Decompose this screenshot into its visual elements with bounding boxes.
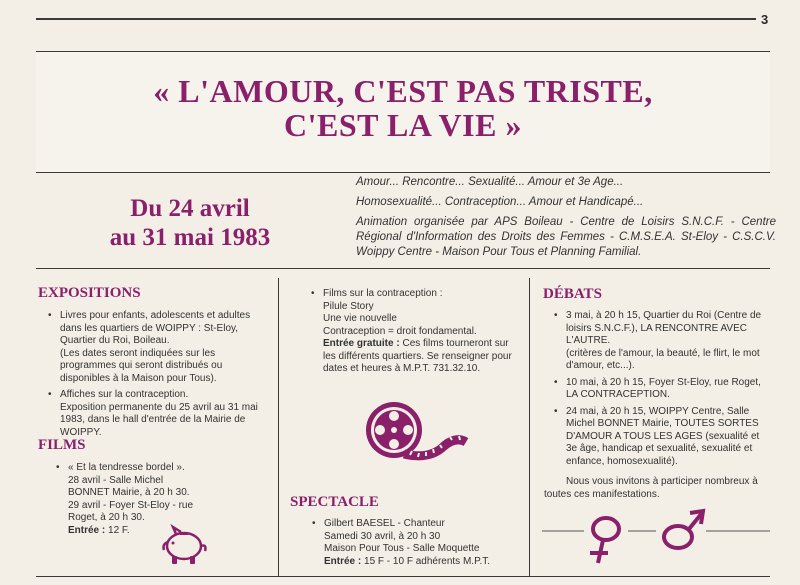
film-reel-icon bbox=[360, 396, 470, 466]
list-item bbox=[310, 518, 520, 568]
column-divider-1 bbox=[278, 278, 279, 576]
debat-text: • 3 mai, à 20 h 15, Quartier du Roi (Centre de loisirs S.N.C.F.), LA RENCONTRE AVEC L'AUTRE. bbox=[566, 310, 762, 346]
list-item bbox=[552, 310, 772, 373]
list-item bbox=[309, 288, 519, 376]
list-item bbox=[552, 406, 772, 469]
expositions-title: EXPOSITIONS bbox=[38, 285, 141, 301]
free-entry-label: Entrée gratuite : bbox=[323, 338, 400, 349]
contraception-film: Une vie nouvelle bbox=[323, 313, 397, 324]
films-title: FILMS bbox=[38, 437, 86, 453]
exposition-note: Exposition permanente du 25 avril au 31 mai 1983, dans le hall d'entrée de la Mairie de WOIPPY. bbox=[60, 401, 258, 438]
gender-symbols-icon bbox=[540, 505, 772, 571]
event-dates bbox=[40, 194, 340, 252]
spectacle-performer: • Gilbert BAESEL - Chanteur bbox=[324, 518, 445, 529]
spectacle-where: Maison Pour Tous - Salle Moquette bbox=[324, 543, 480, 554]
dates-line2: au 31 mai 1983 bbox=[109, 224, 271, 251]
spectacle-title: SPECTACLE bbox=[290, 494, 379, 510]
page-number: 3 bbox=[761, 12, 769, 27]
spectacle-entry-label: Entrée : bbox=[324, 555, 362, 567]
exposition-note: (Les dates seront indiquées sur les programmes qui seront distribués ou disponibles à la Maison pour Tous). bbox=[60, 347, 223, 384]
free-entry bbox=[323, 338, 519, 376]
theme-block bbox=[356, 175, 776, 265]
exposition-text: • Affiches sur la contraception. bbox=[60, 389, 189, 400]
film-showing: 29 avril - Foyer St-Eloy - rue Roget, à 20 h 30. bbox=[68, 499, 194, 523]
exposition-text: • Livres pour enfants, adolescents et adultes dans les quartiers de WOIPPY : St-Eloy, Quartier du Roi, Boileau. bbox=[60, 310, 251, 346]
theme-line1: Amour... Rencontre... Sexualité... Amour et 3e Age... bbox=[356, 176, 624, 188]
debat-note: (critères de l'amour, la beauté, le flirt, le mot d'amour, etc...). bbox=[566, 347, 760, 371]
free-entry-text: Ces films tourneront sur les différents quartiers. Se renseigner pour dates et heures à M.P.T. 731.32.10. bbox=[323, 338, 512, 374]
list-item bbox=[552, 377, 772, 402]
banner-bottom-rule bbox=[36, 172, 770, 173]
contraception-films-title: • Films sur la contraception : bbox=[323, 288, 443, 299]
debats-list bbox=[552, 310, 772, 472]
contraception-film: Contraception = droit fondamental. bbox=[323, 325, 477, 337]
expositions-list bbox=[46, 310, 268, 443]
banner-title-line2: C'EST LA VIE » bbox=[284, 107, 522, 143]
spectacle-entry-value: 15 F - 10 F adhérents M.P.T. bbox=[364, 555, 491, 567]
banner-top-rule bbox=[36, 51, 770, 52]
banner-title bbox=[36, 74, 770, 142]
spectacle-entry bbox=[324, 556, 520, 569]
film-entry-label: Entrée : bbox=[68, 524, 106, 536]
debat-text: • 24 mai, à 20 h 15, WOIPPY Centre, Salle Michel BONNET Mairie, TOUTES SORTES D'AMOUR A TOUS LES AGES (sexualité et 3e âge, handicap et sexualité, sexualité et enfance, homosexualité). bbox=[566, 405, 760, 467]
film-showing: 28 avril - Salle Michel BONNET Mairie, à 20 h 30. bbox=[68, 474, 190, 498]
banner-title-line1: « L'AMOUR, C'EST PAS TRISTE, bbox=[153, 73, 653, 109]
debats-title: DÉBATS bbox=[543, 286, 602, 302]
spectacle-when: Samedi 30 avril, à 20 h 30 bbox=[324, 530, 441, 542]
dates-line1: Du 24 avril bbox=[130, 195, 250, 222]
contraception-films-block bbox=[309, 288, 519, 380]
film-entry-value: 12 F. bbox=[108, 524, 130, 536]
debat-text: • 10 mai, à 20 h 15, Foyer St-Eloy, rue Roget, LA CONTRACEPTION. bbox=[566, 376, 761, 400]
spectacle-block bbox=[310, 518, 520, 572]
top-rule bbox=[36, 18, 756, 20]
bottom-rule bbox=[36, 576, 770, 577]
film-title: • « Et la tendresse bordel ». bbox=[68, 462, 185, 473]
theme-line2: Homosexualité... Contraception... Amour et Handicapé... bbox=[356, 196, 644, 208]
column-divider-2 bbox=[529, 278, 530, 576]
section-rule bbox=[36, 268, 770, 269]
contraception-film: Pilule Story bbox=[323, 300, 374, 312]
piggy-bank-icon bbox=[160, 520, 210, 570]
debats-closing: Nous vous invitons à participer nombreux à toutes ces manifestations. bbox=[544, 476, 758, 500]
list-item bbox=[46, 389, 268, 439]
theme-intro: Animation organisée par APS Boileau - Centre de Loisirs S.N.C.F. - Centre Régional d'Information des Droits des Femmes - C.M.S.E.A. St-Eloy - C.S.C.V. Woippy Centre - Maison Pour Tous et Planning Familial. bbox=[356, 216, 776, 258]
list-item bbox=[46, 310, 268, 385]
